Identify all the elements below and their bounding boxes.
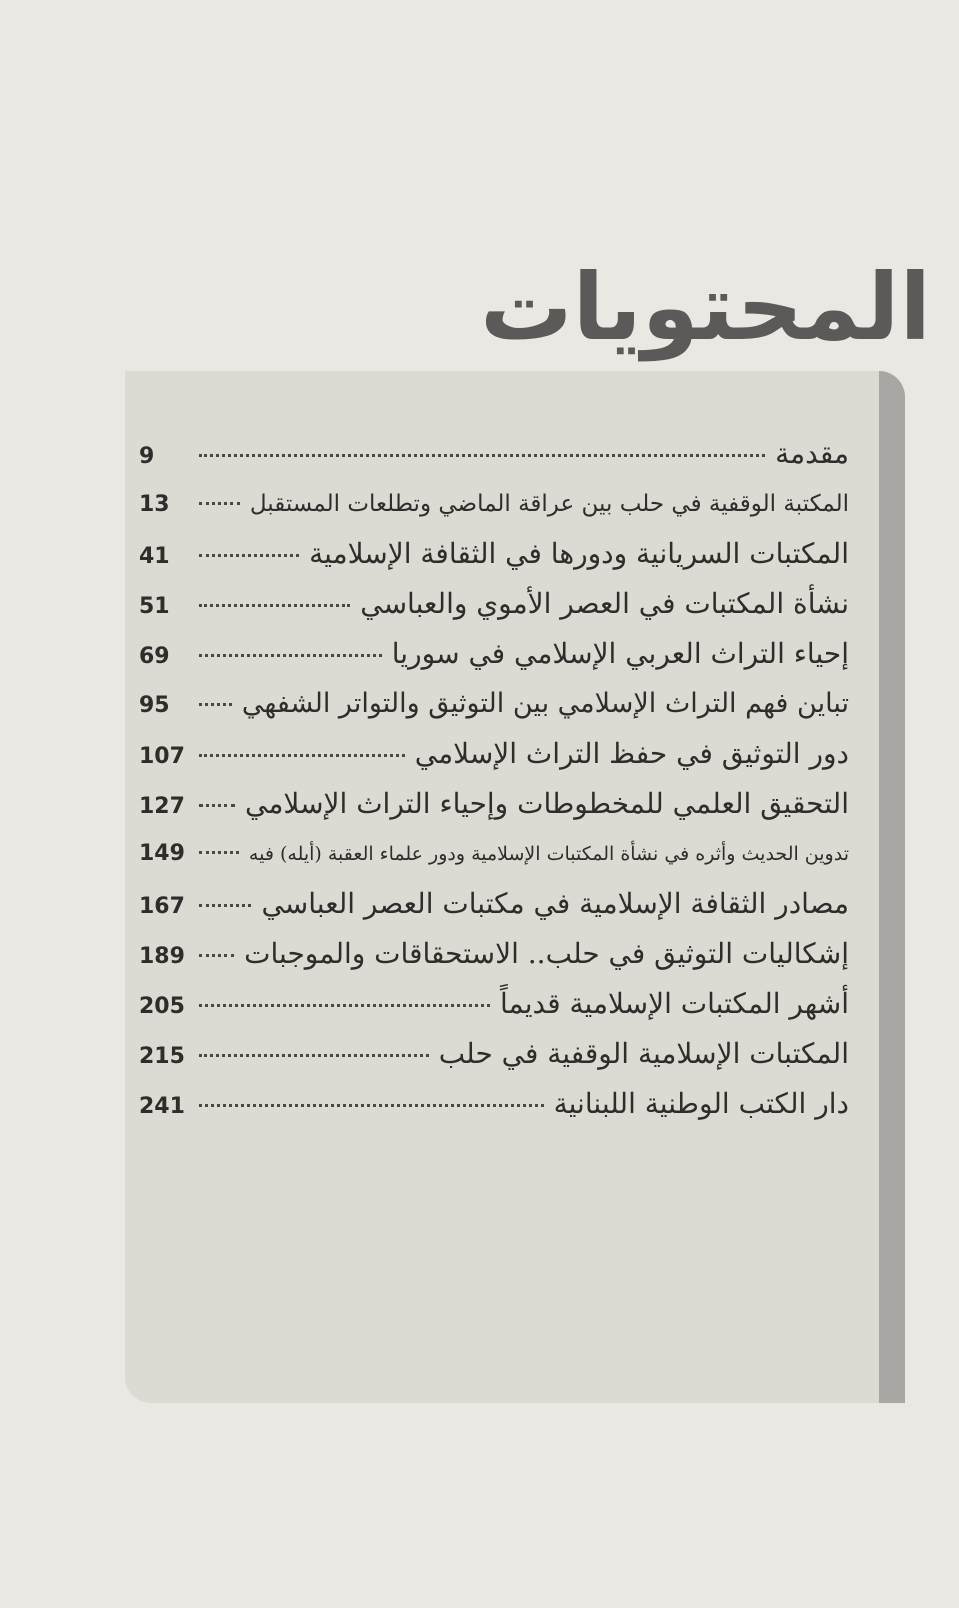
toc-entry-title: المكتبات الإسلامية الوقفية في حلب	[438, 1037, 849, 1070]
toc-entry-title: مصادر الثقافة الإسلامية في مكتبات العصر العباسي	[261, 887, 849, 920]
dot-leader	[199, 654, 382, 657]
page-title: المحتويات	[480, 254, 931, 361]
toc-entry-title: المكتبة الوقفية في حلب بين عراقة الماضي وتطلعات المستقبل	[249, 491, 849, 517]
dot-leader	[199, 804, 235, 807]
toc-entry-page: 51	[139, 594, 170, 619]
toc-entry-page: 107	[139, 744, 185, 769]
toc-entry-title: تباين فهم التراث الإسلامي بين التوثيق والتواتر الشفهي	[241, 688, 849, 719]
toc-entry-page: 9	[139, 444, 155, 469]
dot-leader	[199, 1004, 490, 1007]
toc-entry-title: إحياء التراث العربي الإسلامي في سوريا	[391, 637, 849, 670]
dot-leader	[199, 604, 350, 607]
toc-entry-page: 95	[139, 693, 170, 718]
toc-entry-page: 69	[139, 644, 170, 669]
toc-entry-page: 205	[139, 994, 185, 1019]
toc-entry-page: 215	[139, 1044, 185, 1069]
toc-entry	[139, 929, 849, 979]
dot-leader	[199, 1054, 429, 1057]
toc-entry-title: تدوين الحديث وأثره في نشأة المكتبات الإسلامية ودور علماء العقبة (أيله) فيه	[248, 843, 849, 865]
toc-entry	[139, 629, 849, 679]
toc-entry-title: المكتبات السريانية ودورها في الثقافة الإسلامية	[309, 537, 849, 570]
toc-entry	[139, 729, 849, 779]
dot-leader	[199, 851, 239, 854]
dot-leader	[199, 454, 765, 457]
dot-leader	[199, 954, 234, 957]
dot-leader	[199, 554, 299, 557]
dot-leader	[199, 502, 240, 505]
toc-entry	[139, 679, 849, 729]
toc-entry	[139, 829, 849, 879]
toc-entry-title: أشهر المكتبات الإسلامية قديماً	[499, 987, 849, 1020]
toc-entry	[139, 1079, 849, 1129]
table-of-contents	[139, 429, 849, 1129]
toc-entry-page: 13	[139, 492, 170, 517]
toc-entry-title: دار الكتب الوطنية اللبنانية	[553, 1087, 849, 1120]
toc-entry	[139, 429, 849, 479]
toc-entry	[139, 779, 849, 829]
toc-entry-title: التحقيق العلمي للمخطوطات وإحياء التراث الإسلامي	[245, 787, 849, 820]
toc-entry-title: دور التوثيق في حفظ التراث الإسلامي	[414, 737, 849, 770]
toc-entry	[139, 1029, 849, 1079]
dot-leader	[199, 904, 251, 907]
toc-entry-page: 167	[139, 894, 185, 919]
toc-entry-title: مقدمة	[775, 437, 849, 470]
dot-leader	[199, 754, 405, 757]
toc-entry-page: 41	[139, 544, 170, 569]
toc-entry-page: 127	[139, 794, 185, 819]
toc-entry-title: إشكاليات التوثيق في حلب.. الاستحقاقات والموجبات	[244, 937, 849, 970]
toc-entry	[139, 579, 849, 629]
toc-entry	[139, 529, 849, 579]
panel-edge-stripe	[879, 371, 905, 1403]
toc-entry	[139, 479, 849, 529]
toc-entry-page: 189	[139, 944, 185, 969]
toc-entry	[139, 979, 849, 1029]
contents-panel	[125, 371, 905, 1403]
dot-leader	[199, 703, 232, 706]
toc-entry-page: 149	[139, 841, 185, 866]
toc-entry-title: نشأة المكتبات في العصر الأموي والعباسي	[360, 587, 849, 620]
toc-entry	[139, 879, 849, 929]
dot-leader	[199, 1104, 544, 1107]
toc-entry-page: 241	[139, 1094, 185, 1119]
